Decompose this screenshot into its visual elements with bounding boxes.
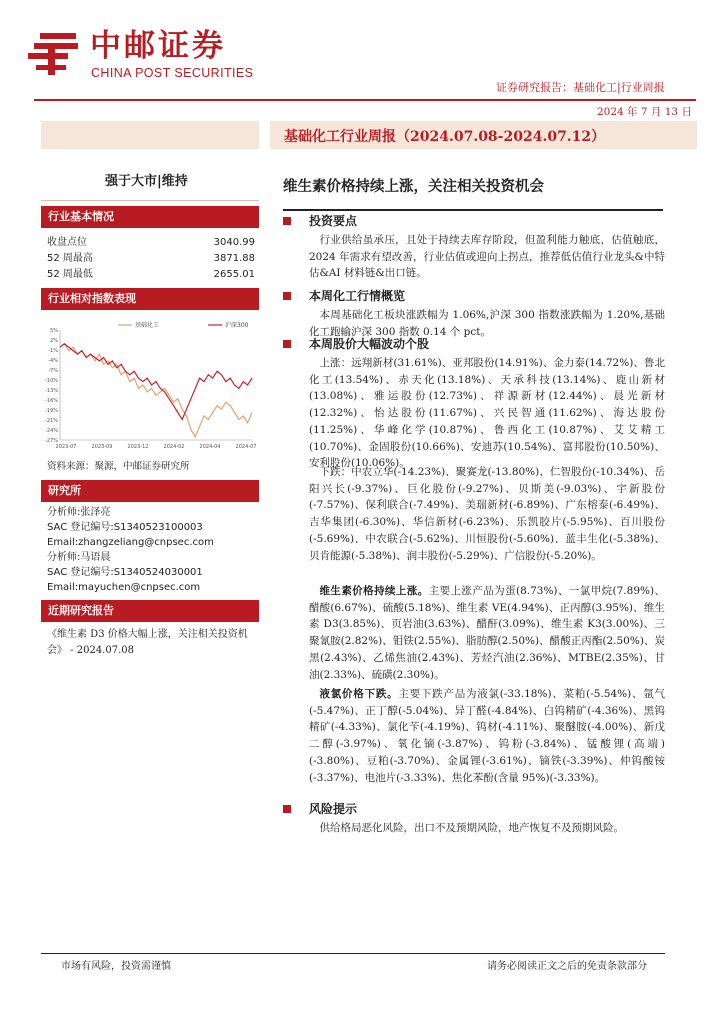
paragraph-lead: 维生素价格持续上涨。: [319, 585, 429, 597]
section-bullet-icon: [283, 340, 291, 348]
section-bullet-icon: [283, 292, 291, 300]
industry-rating: 强于大市|维持: [105, 174, 188, 189]
analyst-line: SAC 登记编号:S1340524030001: [47, 567, 203, 578]
footer-disclaimer: 请务必阅读正文之后的免责条款部分: [487, 961, 647, 972]
kv-row: 收盘点位 3040.99: [47, 237, 255, 248]
section-title: 本周股价大幅波动个股: [309, 337, 430, 351]
y-tick-label: -24%: [45, 428, 58, 434]
section-paragraph: [309, 232, 665, 282]
section-paragraph: [309, 686, 665, 786]
x-tick-label: 2023-12: [127, 444, 149, 450]
y-tick-label: -21%: [45, 418, 58, 424]
legend-label: 沪深300: [225, 322, 249, 329]
section-title: 风险提示: [309, 802, 358, 816]
china-post-logo-icon: [26, 31, 80, 77]
brand-name-cn: 中邮证券: [90, 28, 226, 64]
y-tick-label: 2%: [50, 338, 58, 344]
y-tick-label: -27%: [45, 438, 58, 444]
header-divider: [34, 99, 696, 101]
research-heading: 研究所: [41, 480, 259, 502]
analyst-line: 分析师:马语晨: [47, 552, 111, 563]
analyst-line: 分析师:张泽亮: [47, 507, 111, 518]
analyst-email[interactable]: Email:zhangzeliang@cnpsec.com: [47, 537, 214, 548]
headline-divider: [283, 209, 663, 211]
y-tick-label: -19%: [45, 408, 58, 414]
y-tick-label: 5%: [50, 328, 58, 334]
section-paragraph: [309, 820, 665, 837]
analyst-email[interactable]: Email:mayuchen@cnpsec.com: [47, 582, 201, 593]
section-paragraph: [309, 464, 665, 564]
report-headline: 维生素价格持续上涨，关注相关投资机会: [283, 179, 544, 195]
y-tick-label: -13%: [45, 388, 58, 394]
footer-risk-note: 市场有风险，投资需谨慎: [61, 961, 171, 972]
sidebar-top-band: [41, 121, 259, 149]
section-title: 本周化工行情概览: [309, 289, 406, 303]
paragraph-text: 行业供给虽承压，且处于持续去库存阶段，但盈利能力触底，估值触底，2024 年需求有望改善，行业估值或迎向上拐点，推荐低估值行业龙头&中特估&AI 材料链&出口链。: [309, 234, 665, 280]
y-tick-label: -7%: [48, 368, 58, 374]
y-tick-label: -1%: [48, 348, 58, 354]
series-line-sector: [60, 344, 252, 437]
paragraph-text: 上涨：远翔新材(31.61%)、亚邦股份(14.91%)、金力泰(14.72%)、鲁北化工(13.54%)、赤天化(13.18%)、天承科技(13.14%)、鹿山新材(13.08%)、雅运股份(12.73%)、祥源新材(12.44%)、晨光新材(12.32%)、怡达股份(11.67%)、兴民智通(11.62%)、海达股份(11.25%)、华峰化学(10.87%)、鲁西化工(10.87%)、艾艾精工(10.70%)、金固股份(10.66%)、安迪苏(10.54%)、富邦股份(10.50%)、安利股份(10.06%)。: [309, 357, 665, 470]
section-paragraph: [309, 583, 665, 683]
report-type-tag: 证券研究报告：基础化工|行业周报: [496, 81, 665, 94]
chart-source: 资料来源：聚源，中邮证券研究所: [47, 461, 190, 472]
paragraph-lead: 液氯价格下跌。: [319, 688, 399, 700]
section-paragraph: [309, 355, 665, 472]
x-tick-label: 2024-02: [163, 444, 185, 450]
analyst-line: SAC 登记编号:S1340523100003: [47, 522, 203, 533]
x-tick-label: 2024-04: [199, 444, 221, 450]
recent-report-link[interactable]: 《维生素 D3 价格大幅上涨，关注相关投资机会》 - 2024.07.08: [47, 629, 248, 656]
paragraph-text: 主要上涨产品为蛋(8.73%)、一氯甲烷(7.89%)、醋酸(6.67%)、硫酸(5.18%)、维生素 VE(4.94%)、正丙醇(3.95%)、维生素 D3(3.85%)、页岩油(3.63%)、醋酐(3.09%)、维生素 K3(3.00%)、三聚氰胺(2.82%)、钼铁(2.55%)、脂肪醇(2.50%)、醋酸正丙酯(2.50%)、炭黑(2.43%)、乙烯焦油(2.43%)、芳烃汽油(2.36%)、MTBE(2.35%)、甘油(2.33%)、硫磺(2.30%)。: [309, 585, 665, 681]
paragraph-text: 主要下跌产品为液氯(-33.18%)、菜粕(-5.54%)、氩气(-5.47%)、正丁醇(-5.04%)、异丁醛(-4.84%)、白钨精矿(-4.36%)、黑钨精矿(-4.33%)、氯化苄(-4.19%)、钨材(-4.11%)、聚醚胺(-4.00%)、新戊二醇(-3.97%)、氧化镝(-3.87%)、钨粉(-3.84%)、锰酸锂(高端)(-3.80%)、豆粕(-3.70%)、金属锂(-3.61%)、镝铁(-3.39%)、仲钨酸铵(-3.37%)、电池片(-3.33%)、焦化苯酚(含量 95%)(-3.33%)。: [309, 688, 666, 784]
brand-name-en: CHINA POST SECURITIES: [91, 66, 254, 80]
paragraph-text: 供给格局恶化风险，出口不及预期风险，地产恢复不及预期风险。: [319, 822, 624, 834]
legend-label: 基础化工: [135, 322, 160, 329]
kv-row: 52 周最低 2655.01: [47, 269, 255, 280]
y-tick-label: -10%: [45, 378, 58, 384]
y-tick-label: -4%: [48, 358, 58, 364]
rating-divider: [41, 200, 259, 201]
x-tick-label: 2023-09: [91, 444, 113, 450]
paragraph-text: 下跌：中农立华(-14.23%)、聚赛龙(-13.80%)、仁智股份(-10.34%)、岳阳兴长(-9.37%)、巨化股份(-9.27%)、贝斯美(-9.03%)、宇新股份(-7.57%)、保利联合(-7.49%)、美瑞新材(-6.89%)、广东榕泰(-6.49%)、吉华集团(-6.30%)、华信新材(-6.23%)、乐凯胶片(-5.95%)、百川股份(-5.69%)、中农联合(-5.62%)、川恒股份(-5.60%)、蓝丰生化(-5.38%)、贝肯能源(-5.38%)、润丰股份(-5.29%)、广信股份(-5.20%)。: [309, 466, 665, 562]
relative-index-chart: [38, 318, 258, 454]
report-title: 基础化工行业周报（2024.07.08-2024.07.12）: [284, 129, 606, 145]
recent-heading: 近期研究报告: [41, 600, 259, 622]
x-tick-label: 2023-07: [55, 444, 77, 450]
section-bullet-icon: [283, 805, 291, 813]
footer-divider: [41, 953, 665, 954]
report-date: 2024 年 7 月 13 日: [597, 106, 692, 118]
y-tick-label: -16%: [45, 398, 58, 404]
section-title: 投资要点: [309, 214, 358, 228]
paragraph-text: 本周基础化工板块涨跌幅为 1.06%,沪深 300 指数涨跌幅为 1.20%,基础化工跑输沪深 300 指数 0.14 个 pct。: [309, 309, 665, 338]
section-bullet-icon: [283, 217, 291, 225]
x-tick-label: 2024-07: [235, 444, 257, 450]
perf-heading: 行业相对指数表现: [41, 288, 259, 310]
basics-heading: 行业基本情况: [41, 206, 259, 228]
kv-row: 52 周最高 3871.88: [47, 253, 255, 264]
series-line-csi300: [60, 344, 252, 420]
